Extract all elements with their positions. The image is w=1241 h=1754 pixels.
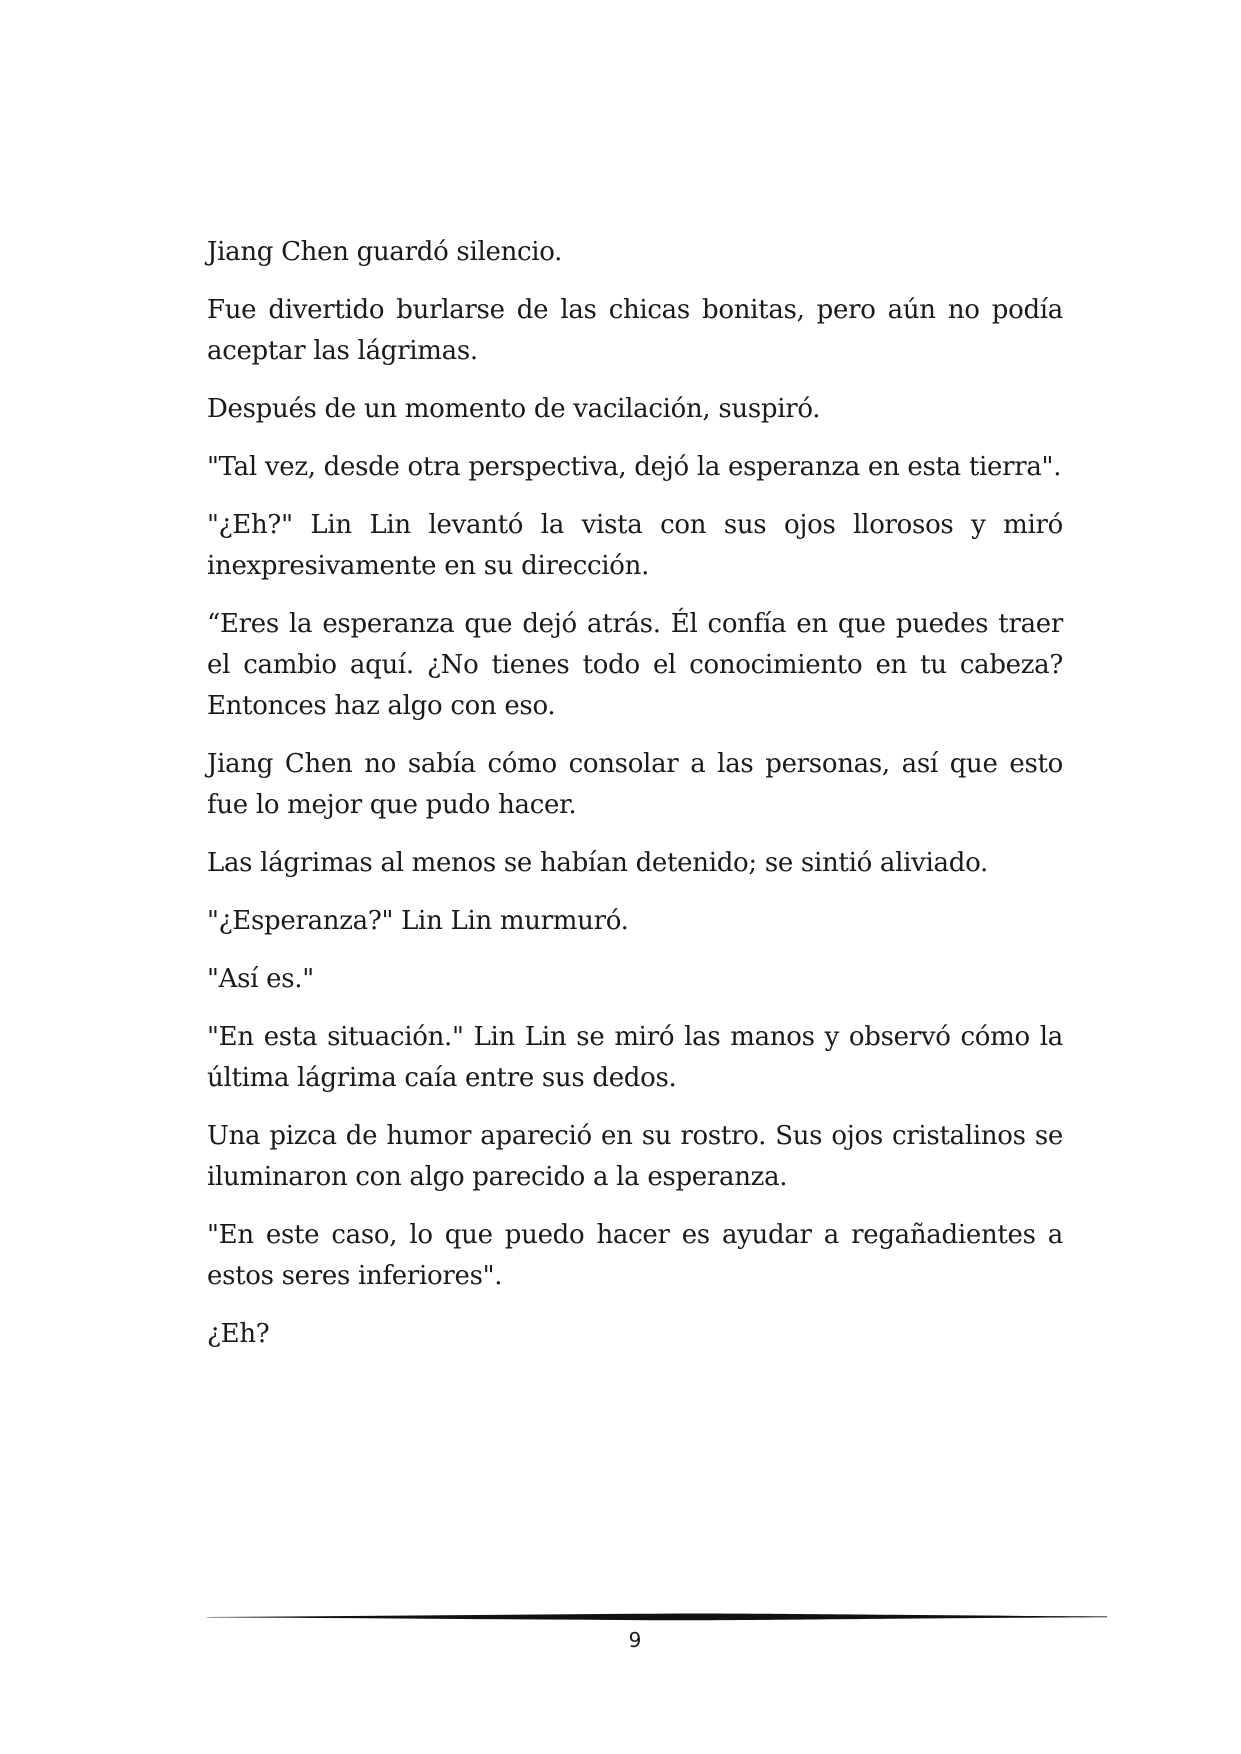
- paragraph: "En este caso, lo que puedo hacer es ayudar a regañadientes a estos seres inferiores".: [207, 1220, 1063, 1291]
- paragraph: "¿Eh?" Lin Lin levantó la vista con sus ojos llorosos y miró inexpresivamente en su dirección.: [207, 510, 1063, 581]
- paragraph: “Eres la esperanza que dejó atrás. Él confía en que puedes traer el cambio aquí. ¿No tienes todo el conocimiento en tu cabeza? Entonces haz algo con eso.: [207, 609, 1063, 721]
- paragraph: Después de un momento de vacilación, suspiró.: [207, 394, 821, 424]
- paragraph: Una pizca de humor apareció en su rostro. Sus ojos cristalinos se iluminaron con algo parecido a la esperanza.: [207, 1121, 1063, 1192]
- paragraph: Fue divertido burlarse de las chicas bonitas, pero aún no podía aceptar las lágrimas.: [207, 295, 1063, 366]
- paragraph: "Así es.": [207, 964, 314, 994]
- body-text: [207, 232, 1063, 1372]
- paragraph: Jiang Chen guardó silencio.: [207, 237, 563, 267]
- paragraph: Las lágrimas al menos se habían detenido; se sintió aliviado.: [207, 848, 988, 878]
- paragraph: ¿Eh?: [207, 1319, 270, 1349]
- footer-divider: [207, 1612, 1107, 1622]
- paragraph: "¿Esperanza?" Lin Lin murmuró.: [207, 906, 629, 936]
- page-number: 9: [628, 1628, 642, 1652]
- paragraph: "En esta situación." Lin Lin se miró las manos y observó cómo la última lágrima caía entre sus dedos.: [207, 1022, 1063, 1093]
- paragraph: Jiang Chen no sabía cómo consolar a las personas, así que esto fue lo mejor que pudo hacer.: [207, 749, 1063, 820]
- paragraph: "Tal vez, desde otra perspectiva, dejó la esperanza en esta tierra".: [207, 452, 1062, 482]
